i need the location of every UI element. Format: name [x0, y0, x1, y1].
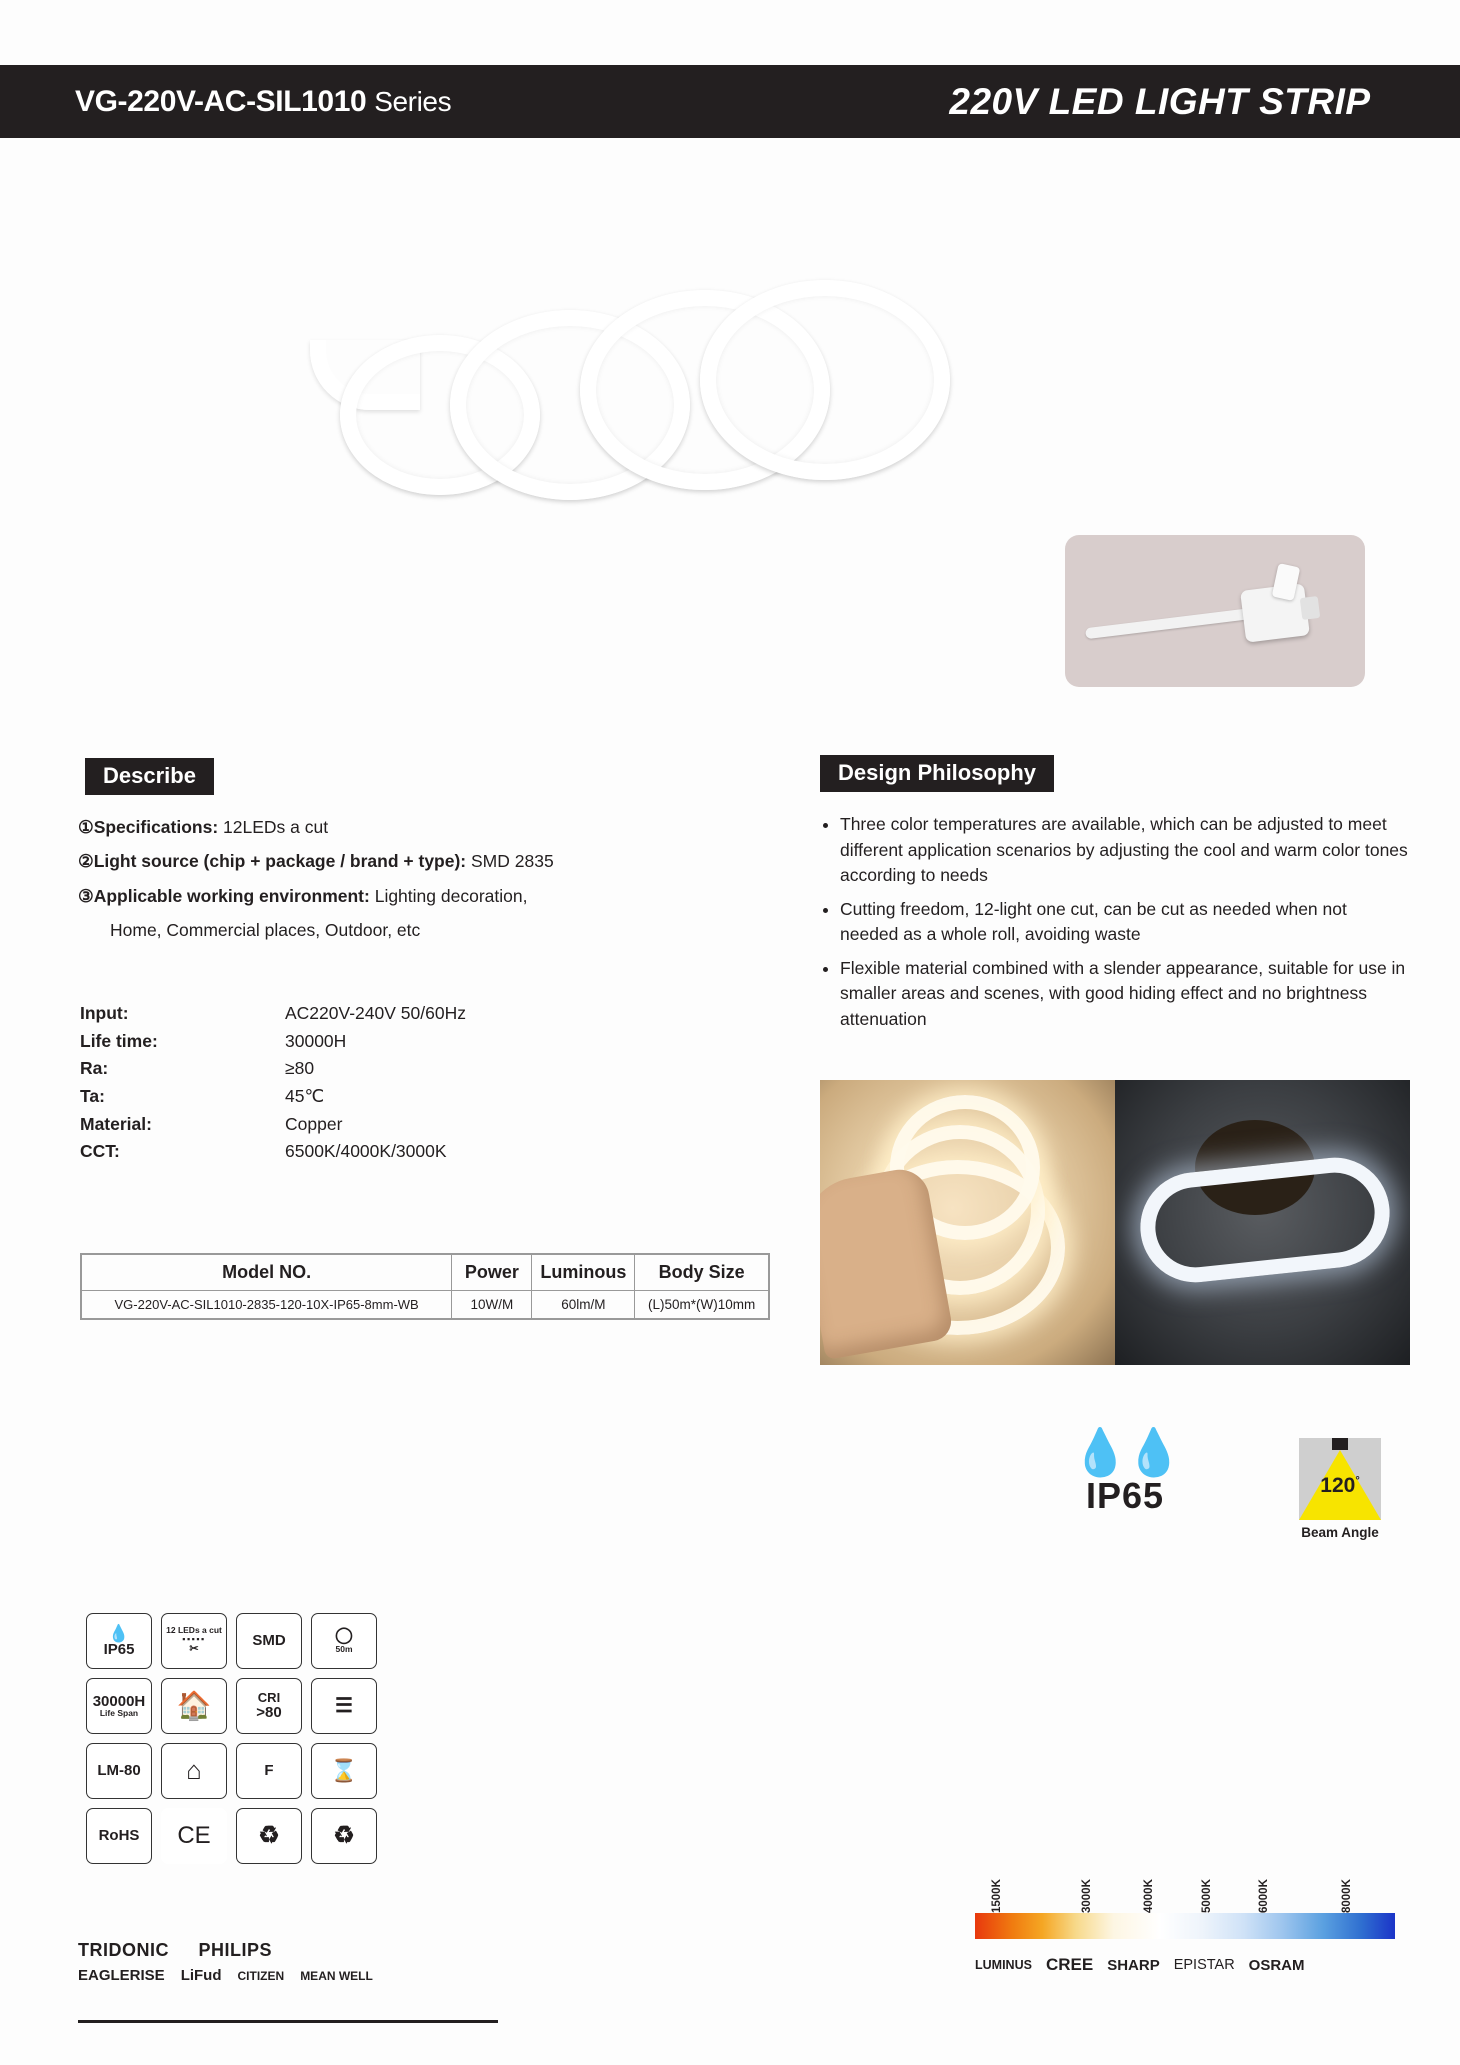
design-philosophy-list [820, 812, 1410, 1040]
describe-item-1 [78, 815, 698, 840]
list-item: • Cutting freedom, 12-light one cut, can be cut as needed when not needed as a whole roll, avoiding waste [840, 897, 1410, 948]
cell-model: VG-220V-AC-SIL1010-2835-120-10X-IP65-8mm-WB [82, 1291, 452, 1319]
beam-angle-label: Beam Angle [1301, 1525, 1379, 1540]
cct-tick-labels [975, 1855, 1395, 1913]
describe-value: Lighting decoration, [369, 885, 528, 906]
model-table [80, 1253, 770, 1320]
life-span-icon [86, 1678, 152, 1734]
describe-label: ③Applicable working environment: [78, 885, 370, 906]
beam-angle-value [1299, 1474, 1381, 1498]
ce-icon [161, 1808, 227, 1864]
spec-key: Material: [80, 1113, 152, 1134]
col-power: Power [452, 1255, 532, 1291]
spec-key: Ra: [80, 1058, 109, 1079]
ip-rating-label: IP65 [1085, 1475, 1165, 1517]
cell-luminous: 60lm/M [532, 1291, 635, 1319]
col-body-size: Body Size [635, 1255, 769, 1291]
icon-label: SMD [252, 1632, 286, 1650]
icon-sublabel: >80 [256, 1703, 282, 1721]
design-philosophy-heading: Design Philosophy [820, 755, 1054, 792]
describe-label: ①Specifications: [78, 817, 219, 837]
chip-brands-right [975, 1955, 1405, 1975]
list-item: • Three color temperatures are available, which can be adjusted to meet different application scenarios by adjusting the cool and warm color tones according to needs [840, 812, 1410, 889]
outdoor-icon [161, 1743, 227, 1799]
describe-value: SMD 2835 [466, 851, 554, 872]
12-leds-a-cut-icon [161, 1613, 227, 1669]
heat-glyph: ☰ [335, 1694, 353, 1717]
recyclable-arrows-icon [236, 1808, 302, 1864]
spec-row [80, 1000, 640, 1028]
spec-row [80, 1111, 640, 1139]
spec-value: AC220V-240V 50/60Hz [285, 1003, 466, 1023]
table-header-row [82, 1255, 769, 1291]
recycle-icon [311, 1808, 377, 1864]
cct-tick: 6000K [1258, 1879, 1270, 1913]
icon-label: RoHS [98, 1827, 140, 1845]
flame-retardant-icon [236, 1743, 302, 1799]
cct-scale [975, 1855, 1395, 1939]
cool-light-photo [1115, 1080, 1410, 1365]
spec-row [80, 1083, 640, 1111]
water-drop-icon: 💧💧 [1071, 1426, 1179, 1478]
brand-tridonic: TRIDONIC [78, 1940, 169, 1960]
plug-clip-shape [1300, 596, 1321, 620]
beam-angle-icon [1299, 1438, 1381, 1520]
hourglass-glyph: ⌛ [330, 1758, 358, 1784]
cct-tick: 8000K [1341, 1879, 1353, 1913]
length-50m-icon [311, 1613, 377, 1669]
spec-key: Ta: [80, 1085, 105, 1106]
spec-value: Copper [285, 1113, 343, 1134]
describe-heading: Describe [85, 758, 214, 795]
product-hero-image [330, 280, 1130, 530]
beam-angle-number: 120 [1320, 1474, 1356, 1497]
drop-glyph: 💧 [108, 1623, 130, 1643]
house-glyph: 🏠 [176, 1690, 212, 1722]
icon-row [85, 1612, 378, 1670]
beam-angle-badge [1285, 1438, 1395, 1540]
connector-photo [1065, 535, 1365, 687]
describe-list [78, 815, 698, 953]
led-dots: ▪▪▪▪▪ [182, 1633, 206, 1644]
brand-eaglerise: EAGLERISE [78, 1967, 165, 1984]
lamp-shape [1332, 1438, 1348, 1450]
brand-osram: OSRAM [1248, 1956, 1305, 1974]
brand-philips: PHILIPS [198, 1940, 273, 1960]
series-code: VG-220V-AC-SIL1010 [75, 84, 367, 118]
page-title: 220V LED LIGHT STRIP [949, 80, 1371, 122]
brand-row-1 [78, 1940, 408, 1961]
smd-icon [236, 1613, 302, 1669]
spec-value: 45℃ [285, 1085, 325, 1106]
icon-label: IP65 [103, 1640, 135, 1658]
spec-key: Input: [80, 1003, 129, 1023]
spec-key: CCT: [80, 1141, 120, 1162]
icon-sublabel: Life Span [99, 1708, 139, 1719]
ip65-icon [86, 1613, 152, 1669]
col-luminous: Luminous [532, 1255, 635, 1291]
footer-divider [78, 2020, 498, 2023]
supplier-brands-left [78, 1940, 408, 1984]
warm-light-photo [820, 1080, 1115, 1365]
brand-sharp: SHARP [1107, 1956, 1160, 1974]
describe-item-3 [78, 884, 698, 909]
reel-glyph: ◯ [335, 1627, 353, 1645]
strip-coil [700, 280, 950, 480]
cct-tick: 5000K [1201, 1879, 1213, 1913]
strip-shape [1135, 1152, 1395, 1288]
spec-value: 6500K/4000K/3000K [285, 1141, 447, 1162]
rohs-icon [86, 1808, 152, 1864]
brand-citizen: CITIZEN [237, 1968, 285, 1983]
icon-row [85, 1677, 378, 1735]
describe-label: ②Light source (chip + package / brand + type): [78, 851, 467, 872]
cct-tick: 3000K [1081, 1879, 1093, 1913]
lm80-icon [86, 1743, 152, 1799]
spec-row [80, 1138, 640, 1166]
describe-value: 12LEDs a cut [218, 817, 329, 837]
house-outline-glyph: ⌂ [186, 1755, 202, 1786]
cct-tick: 1500K [991, 1879, 1003, 1913]
icon-label: 50m [335, 1643, 353, 1654]
recycle-glyph: ♻ [333, 1822, 355, 1850]
heat-dissipation-icon [311, 1678, 377, 1734]
icon-label: CRI [257, 1690, 281, 1706]
brand-luminus: LUMINUS [975, 1958, 1032, 1972]
spec-value: ≥80 [285, 1058, 315, 1079]
icon-label: F [264, 1762, 274, 1780]
brand-epistar: EPISTAR [1173, 1957, 1235, 1973]
brand-lifud: LiFud [180, 1967, 222, 1984]
application-photos [820, 1080, 1410, 1365]
describe-item-3-cont: Home, Commercial places, Outdoor, etc [110, 920, 421, 941]
icon-label: 12 LEDs a cut [166, 1625, 222, 1636]
icon-label: LM-80 [97, 1762, 141, 1780]
page-header [0, 65, 1460, 138]
icon-row [85, 1807, 378, 1865]
spec-row [80, 1055, 640, 1083]
spec-row [80, 1028, 640, 1056]
indoor-home-icon [161, 1678, 227, 1734]
brand-row-2 [78, 1967, 408, 1984]
spec-key: Life time: [80, 1030, 158, 1051]
cri-icon [236, 1678, 302, 1734]
cell-power: 10W/M [452, 1291, 532, 1319]
icon-label: 30000H [92, 1692, 146, 1710]
describe-item-2 [78, 849, 698, 874]
series-suffix: Series [374, 85, 452, 117]
cct-gradient-bar [975, 1913, 1395, 1939]
col-model: Model NO. [82, 1255, 452, 1291]
spec-list [80, 1000, 640, 1166]
brand-meanwell: MEAN WELL [300, 1968, 373, 1983]
series-name [75, 85, 451, 119]
icon-row [85, 1742, 378, 1800]
degree-symbol: ° [1355, 1475, 1360, 1487]
spec-value: 30000H [285, 1030, 347, 1051]
arrows-glyph: ♻ [258, 1822, 280, 1850]
scissors-glyph: ✂ [189, 1643, 199, 1656]
cct-tick: 4000K [1143, 1879, 1155, 1913]
table-row [82, 1291, 769, 1319]
icon-label: CE [177, 1822, 211, 1850]
cell-body-size: (L)50m*(W)10mm [635, 1291, 769, 1319]
no-uv-icon [311, 1743, 377, 1799]
brand-cree: CREE [1045, 1955, 1094, 1974]
feature-icon-grid [78, 1605, 385, 1872]
list-item: • Flexible material combined with a slender appearance, suitable for use in smaller areas and scenes, with good hiding effect and no brightness attenuation [840, 956, 1410, 1033]
ip-rating-badge [1055, 1426, 1195, 1517]
